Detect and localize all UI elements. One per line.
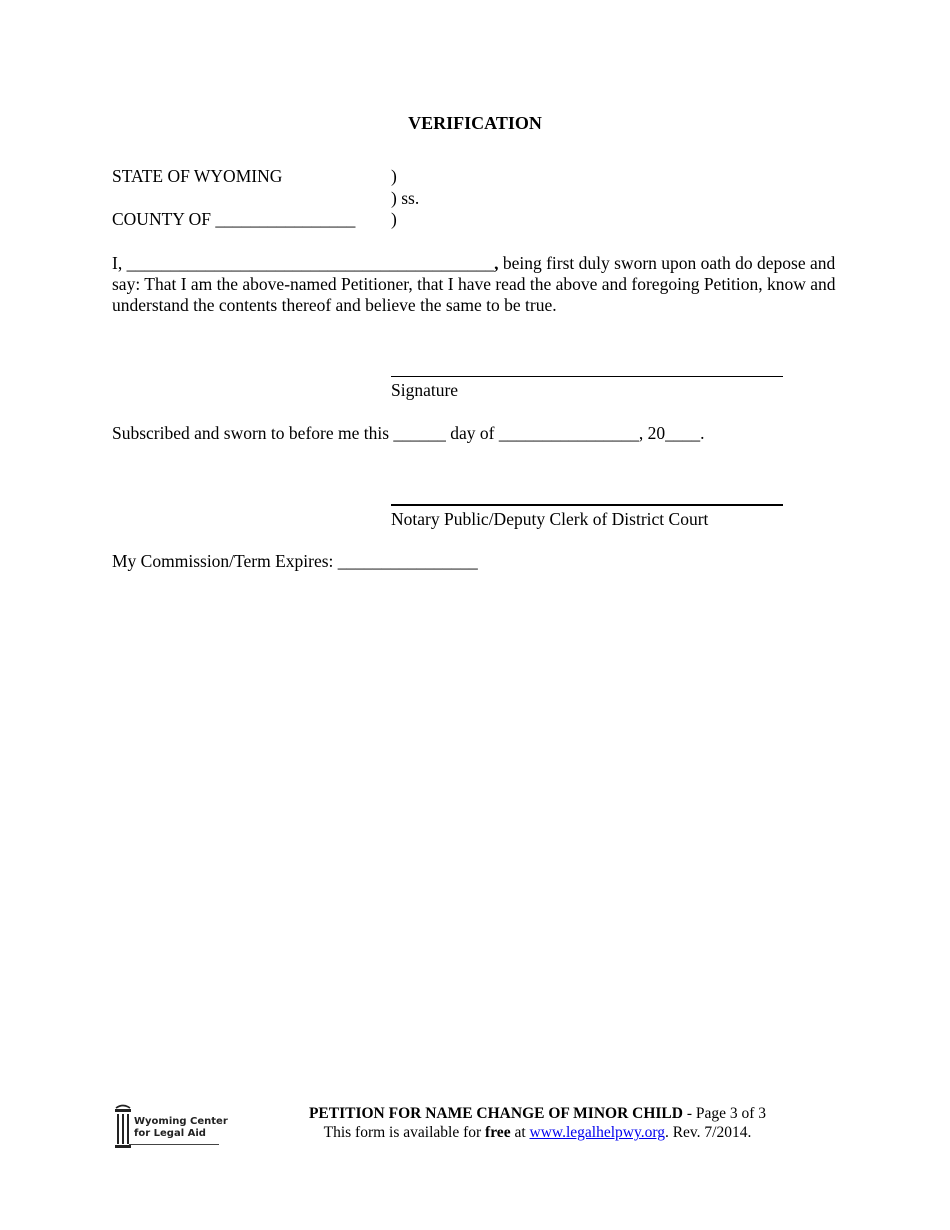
footer-availability <box>0 1125 950 1141</box>
logo-underline <box>129 1144 219 1145</box>
oath-comma: , <box>494 253 499 273</box>
caption-paren-1: ) <box>391 166 397 186</box>
county-caption: COUNTY OF ________________ <box>112 209 356 229</box>
avail-prefix: This form is available for <box>323 1124 486 1141</box>
oath-name-blank: I, __________________________________________ <box>112 253 495 273</box>
revision: . Rev. 7/2014. <box>664 1124 752 1141</box>
commission-expires: My Commission/Term Expires: ________________ <box>112 551 478 571</box>
logo-line-2: for Legal Aid <box>134 1128 206 1139</box>
state-caption: STATE OF WYOMING <box>112 166 283 186</box>
logo-line-1: Wyoming Center <box>134 1116 228 1127</box>
page-info: - Page 3 of 3 <box>682 1105 767 1122</box>
notary-label: Notary Public/Deputy Clerk of District Court <box>391 509 709 529</box>
signature-line <box>391 376 783 377</box>
caption-paren-3: ) <box>391 209 397 229</box>
legalhelp-link[interactable]: www.legalhelpwy.org <box>529 1124 665 1141</box>
document-title: VERIFICATION <box>408 113 542 133</box>
form-title: PETITION FOR NAME CHANGE OF MINOR CHILD <box>308 1105 683 1122</box>
ss-caption: ) ss. <box>391 188 420 208</box>
avail-free: free <box>485 1124 511 1141</box>
avail-at: at <box>510 1124 530 1141</box>
oath-text: being first duly sworn upon oath do depose and say: That I am the above-named Petitioner, that I have read the above and foregoing Petition, know and understand the contents thereof and believe the same to be true. <box>112 253 836 315</box>
oath-paragraph <box>112 253 842 316</box>
notary-signature-line <box>391 504 783 506</box>
signature-label: Signature <box>391 380 459 400</box>
footer-form-title <box>0 1106 950 1122</box>
subscribed-line: Subscribed and sworn to before me this ______ day of ________________, 20____. <box>112 423 705 443</box>
